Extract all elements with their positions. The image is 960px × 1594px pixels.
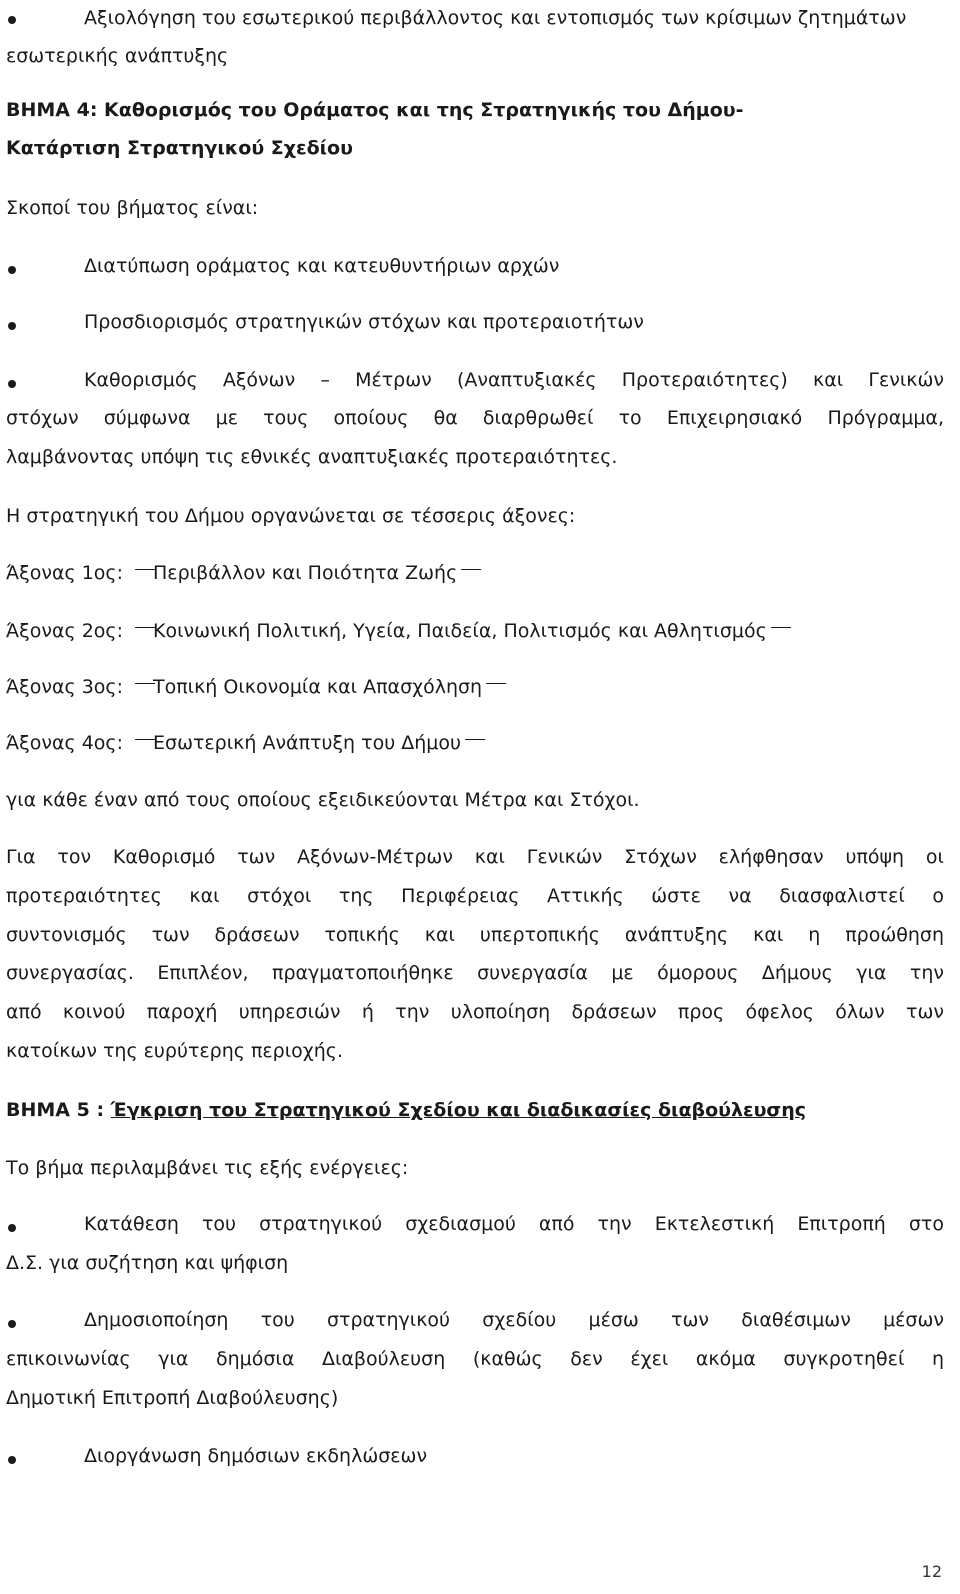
step4-heading-line2: Κατάρτιση Στρατηγικού Σχεδίου <box>6 137 353 159</box>
axis-title: Περιβάλλον και Ποιότητα Ζωής <box>153 562 458 584</box>
paragraph-line-6: κατοίκων της ευρύτερης περιοχής. <box>6 1040 343 1062</box>
bullet-icon <box>8 380 16 388</box>
step5-bullet-2: Δημοσιοποίηση του στρατηγικού σχεδίου μέσω των διαθέσιμων μέσων <box>84 1309 944 1331</box>
step5-bullet-2-cont-1: επικοινωνίας για δημόσια Διαβούλευση (καθώς δεν έχει ακόμα συγκροτηθεί η <box>6 1348 944 1370</box>
axis-label: Άξονας 2ος: <box>6 620 123 642</box>
axis-title: Εσωτερική Ανάπτυξη του Δήμου <box>153 732 461 754</box>
axis-1 <box>6 561 944 585</box>
step4-bullet-3-cont-1: στόχων σύμφωνα με τους οποίους θα διαρθρωθεί το Επιχειρησιακό Πρόγραμμα, <box>6 407 944 429</box>
axis-label: Άξονας 3ος: <box>6 676 123 698</box>
axis-title: Τοπική Οικονομία και Απασχόληση <box>153 676 483 698</box>
intro-bullet-continuation: εσωτερικής ανάπτυξης <box>6 45 229 67</box>
axis-4 <box>6 731 944 755</box>
step5-heading-prefix: ΒΗΜΑ 5 : <box>6 1099 111 1121</box>
step5-bullet-2-cont-2: Δημοτική Επιτροπή Διαβούλευσης) <box>6 1387 339 1409</box>
step4-heading-line1: ΒΗΜΑ 4: Καθορισμός του Οράματος και της Στρατηγικής του Δήμου- <box>6 99 744 121</box>
paragraph-line-2: προτεραιότητες και στόχοι της Περιφέρειας Αττικής ώστε να διασφαλιστεί ο <box>6 885 944 907</box>
axis-label: Άξονας 1ος: <box>6 562 123 584</box>
axis-3 <box>6 675 944 699</box>
step4-aims-intro: Σκοποί του βήματος είναι: <box>6 197 259 219</box>
axes-outro: για κάθε έναν από τους οποίους εξειδικεύονται Μέτρα και Στόχοι. <box>6 789 640 811</box>
axes-intro: Η στρατηγική του Δήμου οργανώνεται σε τέσσερις άξονες: <box>6 505 576 527</box>
bullet-icon <box>8 1320 16 1328</box>
bullet-icon <box>8 1456 16 1464</box>
bullet-icon <box>8 266 16 274</box>
bullet-icon <box>8 322 16 330</box>
page-number: 12 <box>921 1562 942 1581</box>
bullet-icon <box>8 1224 16 1232</box>
step4-bullet-3: Καθορισμός Αξόνων – Μέτρων (Αναπτυξιακές Προτεραιότητες) και Γενικών <box>84 369 944 391</box>
step5-heading <box>6 1098 944 1122</box>
paragraph-line-3: συντονισμός των δράσεων τοπικής και υπερτοπικής ανάπτυξης και η προώθηση <box>6 924 944 946</box>
paragraph-line-1: Για τον Καθορισμό των Αξόνων-Μέτρων και Γενικών Στόχων ελήφθησαν υπόψη οι <box>6 846 944 868</box>
step4-bullet-1: Διατύπωση οράματος και κατευθυντήριων αρχών <box>84 255 560 277</box>
paragraph-line-4: συνεργασίας. Επιπλέον, πραγματοποιήθηκε συνεργασία με όμορους Δήμους για την <box>6 962 944 984</box>
axis-2 <box>6 619 944 643</box>
intro-bullet-text: Αξιολόγηση του εσωτερικού περιβάλλοντος και εντοπισμός των κρίσιμων ζητημάτων <box>84 7 907 29</box>
axis-label: Άξονας 4ος: <box>6 732 123 754</box>
step5-actions-intro: Το βήμα περιλαμβάνει τις εξής ενέργειες: <box>6 1157 409 1179</box>
step4-bullet-3-cont-2: λαμβάνοντας υπόψη τις εθνικές αναπτυξιακές προτεραιότητες. <box>6 446 618 468</box>
axis-title: Κοινωνική Πολιτική, Υγεία, Παιδεία, Πολιτισμός και Αθλητισμός <box>153 620 767 642</box>
bullet-icon <box>8 16 16 24</box>
step5-bullet-1: Κατάθεση του στρατηγικού σχεδιασμού από την Εκτελεστική Επιτροπή στο <box>84 1213 944 1235</box>
step5-bullet-1-cont: Δ.Σ. για συζήτηση και ψήφιση <box>6 1252 289 1274</box>
paragraph-line-5: από κοινού παροχή υπηρεσιών ή την υλοποίηση δράσεων προς όφελος όλων των <box>6 1001 944 1023</box>
step4-bullet-2: Προσδιορισμός στρατηγικών στόχων και προτεραιοτήτων <box>84 311 644 333</box>
step5-bullet-3: Διοργάνωση δημόσιων εκδηλώσεων <box>84 1445 428 1467</box>
step5-heading-main: Έγκριση του Στρατηγικού Σχεδίου και διαδικασίες διαβούλευσης <box>110 1099 807 1121</box>
